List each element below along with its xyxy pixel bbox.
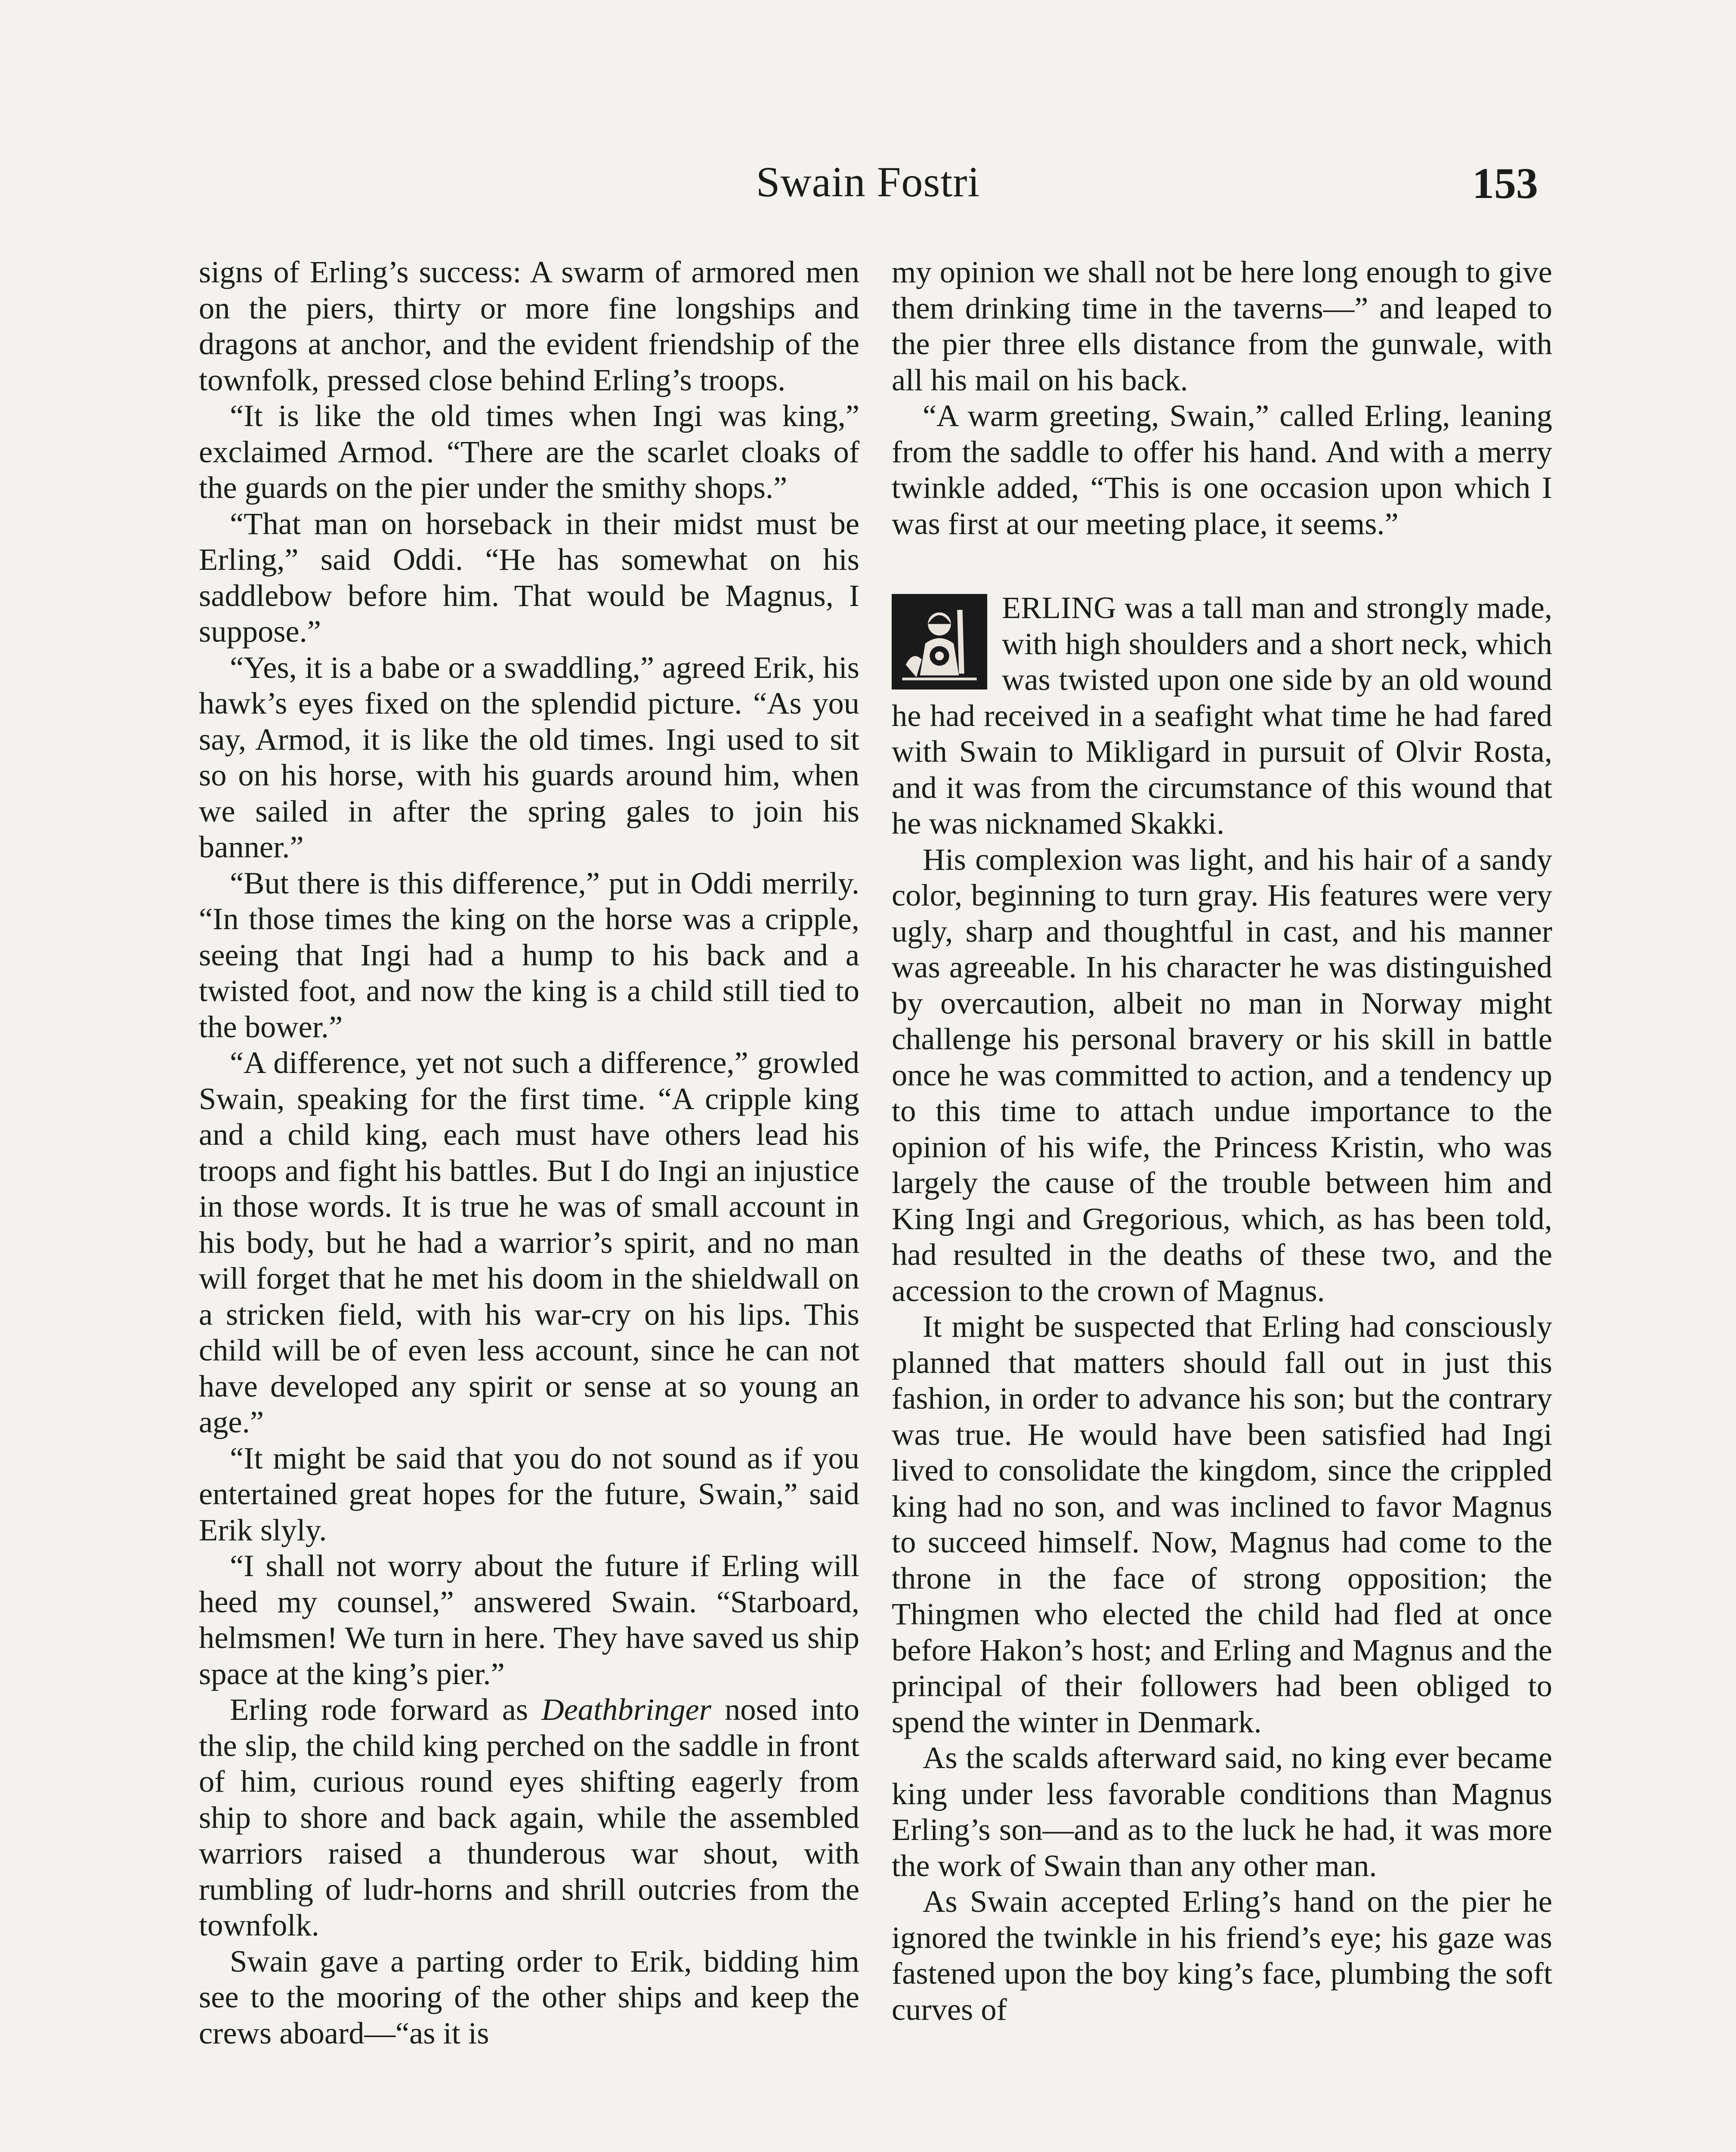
- text-run: nosed into the slip, the child king perched on the saddle in front of him, curious round eyes shifting eagerly from ship to shore and back again, while the assembled warriors raised a thunderous war shout, with rumbling of ludr-horns and shrill outcries from the townfolk.: [199, 1692, 859, 1942]
- paragraph: As the scalds afterward said, no king ever became king under less favorable conditions than Magnus Erling’s son—and as to the luck he had, it was more the work of Swain than any other man.: [892, 1740, 1552, 1883]
- paragraph: “A warm greeting, Swain,” called Erling, leaning from the saddle to offer his hand. And with a merry twinkle added, “This is one occasion upon which I was first at our meeting place, it seems.”: [892, 398, 1552, 541]
- paragraph: As Swain accepted Erling’s hand on the pier he ignored the twinkle in his friend’s eye; his gaze was fastened upon the boy king’s face, plumbing the soft curves of: [892, 1884, 1552, 2027]
- paragraph: “It is like the old times when Ingi was king,” exclaimed Armod. “There are the scarlet cloaks of the guards on the pier under the smithy shops.”: [199, 398, 859, 505]
- left-column: [199, 254, 859, 2051]
- paragraph: “But there is this difference,” put in Oddi merrily. “In those times the king on the horse was a cripple, seeing that Ingi had a hump to his back and a twisted foot, and now the king is a child still tied to the bower.”: [199, 865, 859, 1044]
- paragraph: Swain gave a parting order to Erik, bidding him see to the mooring of the other ships and keep the crews aboard—“as it is: [199, 1943, 859, 2050]
- paragraph-deathbringer: [199, 1691, 859, 1943]
- paragraph-section-opening: ERLING was a tall man and strongly made, with high shoulders and a short neck, which was twisted upon one side by an old wound he had received in a seafight what time he had fared with Swain to Mikligard in pursuit of Olvir Rosta, and it was from the circumstance of this wound that he was nicknamed Skakki.: [892, 590, 1552, 841]
- page-number: 153: [1472, 159, 1538, 208]
- section-break: [892, 541, 1552, 590]
- text-run: Erling rode forward as: [230, 1692, 542, 1727]
- paragraph: signs of Erling’s success: A swarm of armored men on the piers, thirty or more fine longships and dragons at anchor, and the evident friendship of the townfolk, pressed close behind Erling’s troops.: [199, 254, 859, 397]
- paragraph: my opinion we shall not be here long enough to give them drinking time in the taverns—” and leaped to the pier three ells distance from the gunwale, with all his mail on his back.: [892, 254, 1552, 397]
- paragraph: “I shall not worry about the future if Erling will heed my counsel,” answered Swain. “Starboard, helmsmen! We turn in here. They have saved us ship space at the king’s pier.”: [199, 1548, 859, 1691]
- paragraph: “A difference, yet not such a difference,” growled Swain, speaking for the first time. “A cripple king and a child king, each must have others lead his troops and fight his battles. But I do Ingi an injustice in those words. It is true he was of small account in his body, but he had a warrior’s spirit, and no man will forget that he met his doom in the shieldwall on a stricken field, with his war-cry on his lips. This child will be of even less account, since he can not have developed any spirit or sense at so young an age.”: [199, 1045, 859, 1439]
- ship-name: Deathbringer: [541, 1692, 711, 1727]
- paragraph: “That man on horseback in their midst must be Erling,” said Oddi. “He has somewhat on his saddlebow before him. That would be Magnus, I suppose.”: [199, 506, 859, 649]
- paragraph: “It might be said that you do not sound as if you entertained great hopes for the future, Swain,” said Erik slyly.: [199, 1440, 859, 1547]
- running-header-title: Swain Fostri: [756, 158, 980, 206]
- right-column: [892, 254, 1552, 2027]
- paragraph: “Yes, it is a babe or a swaddling,” agreed Erik, his hawk’s eyes fixed on the splendid picture. “As you say, Armod, it is like the old times. Ingi used to sit so on his horse, with his guards around him, when we sailed in after the spring gales to join his banner.”: [199, 649, 859, 864]
- paragraph: It might be suspected that Erling had consciously planned that matters should fall out in just this fashion, in order to advance his son; but the contrary was true. He would have been satisfied had Ingi lived to consolidate the kingdom, since the crippled king had no son, and was inclined to favor Magnus to succeed himself. Now, Magnus had come to the throne in the face of strong opposition; the Thingmen who elected the child had fled at once before Hakon’s host; and Erling and Magnus and the principal of their followers had been obliged to spend the winter in Denmark.: [892, 1309, 1552, 1739]
- warrior-initial-ornament-icon: [892, 594, 987, 690]
- paragraph: His complexion was light, and his hair of a sandy color, beginning to turn gray. His features were very ugly, sharp and thoughtful in cast, and his manner was agreeable. In his character he was distinguished by overcaution, albeit no man in Norway might challenge his personal bravery or his skill in battle once he was committed to action, and a tendency up to this time to attach undue importance to the opinion of his wife, the Princess Kristin, who was largely the cause of the trouble between him and King Ingi and Gregorious, which, as has been told, had resulted in the deaths of these two, and the accession to the crown of Magnus.: [892, 841, 1552, 1308]
